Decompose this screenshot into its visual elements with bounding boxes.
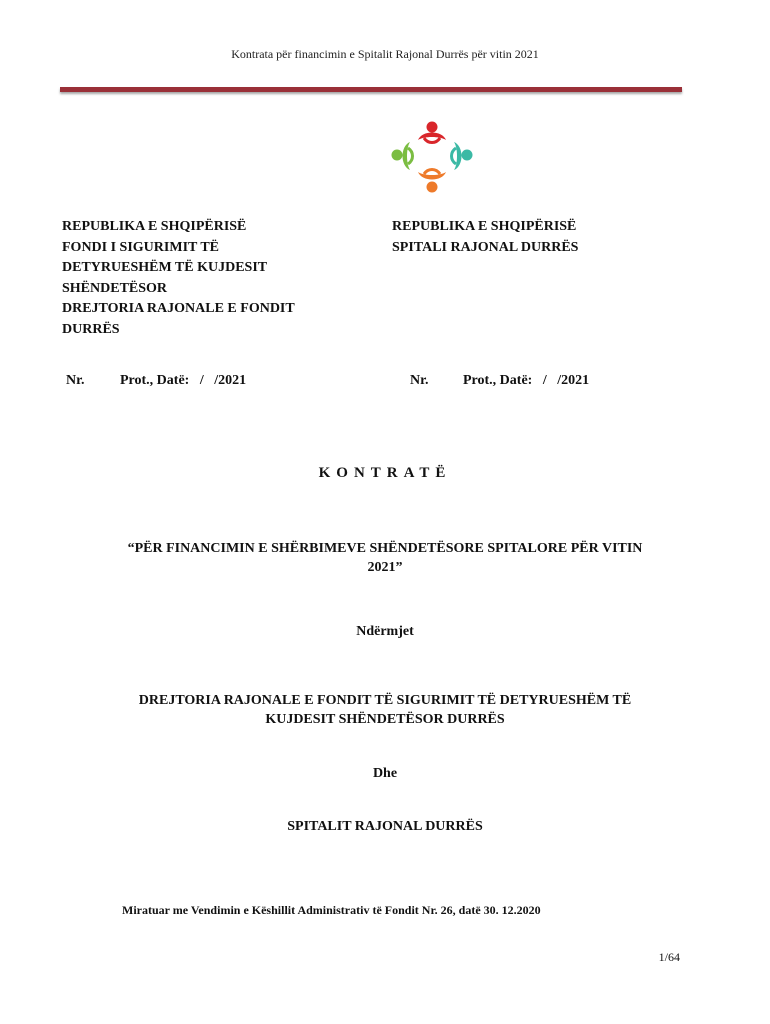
- party-2: SPITALIT RAJONAL DURRËS: [287, 819, 483, 834]
- left-letterhead-line: DREJTORIA RAJONALE E FONDIT: [62, 301, 295, 316]
- party-1-line-1: DREJTORIA RAJONALE E FONDIT TË SIGURIMIT TË DETYRUESHËM TË: [138, 693, 632, 708]
- left-nr-label: Nr.: [66, 373, 85, 388]
- right-letterhead-line: SPITALI RAJONAL DURRËS: [392, 239, 579, 255]
- left-letterhead-line: REPUBLIKA E SHQIPËRISË: [62, 219, 247, 234]
- people-circle-logo-icon: [388, 118, 476, 198]
- left-letterhead: [62, 217, 362, 340]
- right-prot-date: Prot., Datë: / /2021: [463, 373, 590, 388]
- left-letterhead-line: DURRËS: [62, 321, 120, 337]
- right-letterhead: [392, 217, 692, 258]
- party-1-line-2: KUJDESIT SHËNDETËSOR DURRËS: [265, 712, 505, 727]
- left-prot-date: Prot., Datë: / /2021: [120, 373, 247, 388]
- left-letterhead-line: DETYRUESHËM TË KUJDESIT: [62, 260, 268, 275]
- left-letterhead-line: FONDI I SIGURIMIT TË: [62, 239, 220, 255]
- right-nr-label: Nr.: [410, 373, 429, 388]
- document-title: KONTRATË: [318, 465, 452, 481]
- running-header: Kontrata për financimin e Spitalit Rajonal Durrës për vitin 2021: [231, 47, 539, 61]
- right-letterhead-line: REPUBLIKA E SHQIPËRISË: [392, 219, 577, 234]
- between-label: Ndërmjet: [356, 624, 414, 639]
- header-rule: [60, 87, 682, 92]
- left-letterhead-line: SHËNDETËSOR: [62, 280, 168, 296]
- subtitle-line-2: 2021”: [367, 560, 403, 575]
- and-label: Dhe: [372, 766, 398, 781]
- subtitle-line-1: “PËR FINANCIMIN E SHËRBIMEVE SHËNDETËSORE SPITALORE PËR VITIN: [127, 541, 643, 556]
- approval-note: Miratuar me Vendimin e Këshillit Administrativ të Fondit Nr. 26, datë 30. 12.2020: [122, 903, 541, 917]
- page-number: 1/64: [658, 950, 680, 964]
